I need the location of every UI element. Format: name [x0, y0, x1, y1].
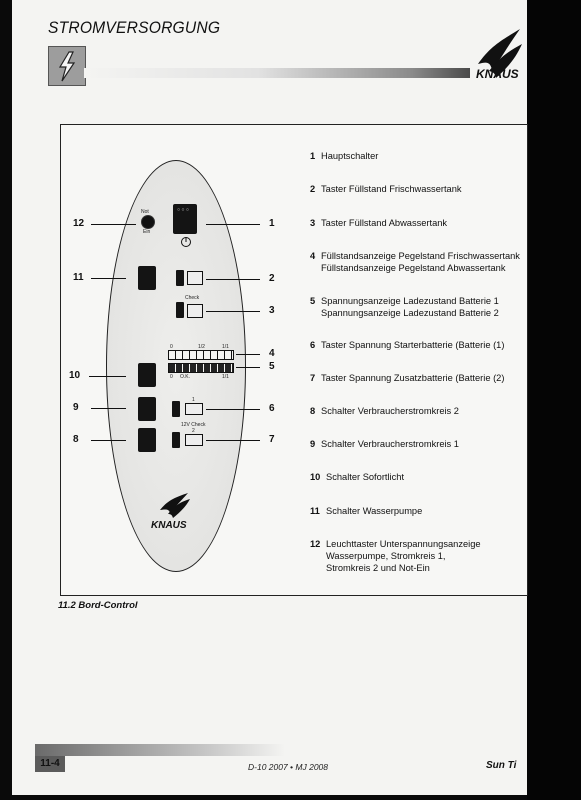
- callout-5-line: [236, 367, 260, 368]
- callout-4: 4: [269, 348, 275, 359]
- twelve-v-check-label: 12V Check: [181, 422, 206, 428]
- main-switch-label: ○ ○ ○: [177, 207, 189, 213]
- callout-5: 5: [269, 361, 275, 372]
- legend-item-2: 2 Taster Füllstand Frischwassertank: [310, 184, 462, 194]
- header-rule: [84, 68, 470, 78]
- legend-item-6: 6 Taster Spannung Starterbatterie (Batterie (1): [310, 340, 505, 350]
- fresh-water-icon: [187, 271, 203, 285]
- legend-item-9: 9 Schalter Verbraucherstromkreis 1: [310, 439, 459, 449]
- emergency-top-label: Not: [141, 209, 149, 215]
- callout-11-line: [91, 278, 126, 279]
- callout-2: 2: [269, 273, 275, 284]
- consumer-circuit-1-switch[interactable]: [138, 397, 156, 421]
- battery-1-icon: [185, 403, 203, 415]
- auxiliary-battery-button[interactable]: [172, 432, 180, 448]
- callout-1: 1: [269, 218, 275, 229]
- level-tick-0: 0: [170, 344, 173, 350]
- panel-brand: KNAUS: [151, 520, 187, 531]
- callout-2-line: [206, 279, 260, 280]
- waste-water-icon: [187, 304, 203, 318]
- emergency-bottom-label: Ein: [143, 229, 151, 235]
- callout-4-line: [236, 354, 260, 355]
- callout-1-line: [206, 224, 260, 225]
- callout-12-line: [91, 224, 136, 225]
- battery-tick-full: 1/1: [222, 374, 229, 380]
- callout-6: 6: [269, 403, 275, 414]
- legend-item-8: 8 Schalter Verbraucherstromkreis 2: [310, 406, 459, 416]
- legend-item-5: 5 Spannungsanzeige Ladezustand Batterie 1 Spannungsanzeige Ladezustand Batterie 2: [310, 296, 499, 318]
- lightning-bolt-icon: [48, 46, 86, 86]
- section-title: STROMVERSORGUNG: [48, 18, 221, 37]
- battery-tick-0: 0: [170, 374, 173, 380]
- callout-9: 9: [73, 402, 79, 413]
- callout-12: 12: [73, 218, 85, 229]
- battery-2-label: 2: [192, 428, 195, 434]
- legend-item-3: 3 Taster Füllstand Abwassertank: [310, 218, 448, 228]
- battery-2-icon: [185, 434, 203, 446]
- check-label: Check: [185, 295, 200, 301]
- edition-date: D-10 2007 • MJ 2008: [248, 762, 328, 772]
- legend-item-11: 11 Schalter Wasserpumpe: [310, 506, 423, 516]
- callout-11: 11: [73, 272, 84, 283]
- callout-3-line: [206, 311, 260, 312]
- legend-item-4: 4 Füllstandsanzeige Pegelstand Frischwassertank Füllstandsanzeige Pegelstand Abwassertank: [310, 251, 520, 273]
- footer-rule: [35, 744, 285, 756]
- legend-item-1: 1 Hauptschalter: [310, 151, 379, 161]
- page-number: 11-4: [35, 756, 65, 772]
- callout-8-line: [91, 440, 126, 441]
- callout-6-line: [206, 409, 260, 410]
- callout-7: 7: [269, 434, 275, 445]
- power-icon: [180, 236, 192, 248]
- callout-8: 8: [73, 434, 79, 445]
- battery-level-display: [168, 363, 234, 373]
- callout-7-line: [206, 440, 260, 441]
- emergency-led[interactable]: [141, 215, 155, 229]
- starter-battery-button[interactable]: [172, 401, 180, 417]
- legend-item-10: 10 Schalter Sofortlicht: [310, 472, 405, 482]
- level-tick-half: 1/2: [198, 344, 205, 350]
- battery-tick-ok: O.K.: [180, 374, 191, 380]
- callout-9-line: [91, 408, 126, 409]
- battery-1-label: 1: [192, 397, 195, 403]
- brand-name: KNAUS: [476, 67, 519, 81]
- figure-caption: 11.2 Bord-Control: [58, 600, 138, 611]
- callout-3: 3: [269, 305, 275, 316]
- model-name: Sun Ti: [486, 760, 517, 771]
- level-tick-full: 1/1: [222, 344, 229, 350]
- callout-10: 10: [69, 370, 81, 381]
- scan-edge: [527, 0, 581, 800]
- water-level-display: [168, 350, 234, 360]
- knaus-panel-logo-icon: [156, 492, 192, 520]
- instant-light-switch[interactable]: [138, 363, 156, 387]
- water-pump-switch[interactable]: [138, 266, 156, 290]
- legend-item-7: 7 Taster Spannung Zusatzbatterie (Batterie (2): [310, 373, 505, 383]
- callout-10-line: [89, 376, 126, 377]
- legend-item-12: 12 Leuchttaster Unterspannungsanzeige Wasserpumpe, Stromkreis 1, Stromkreis 2 und Not-Ein: [310, 539, 481, 573]
- fresh-water-level-button[interactable]: [176, 270, 184, 286]
- consumer-circuit-2-switch[interactable]: [138, 428, 156, 452]
- waste-water-level-button[interactable]: [176, 302, 184, 318]
